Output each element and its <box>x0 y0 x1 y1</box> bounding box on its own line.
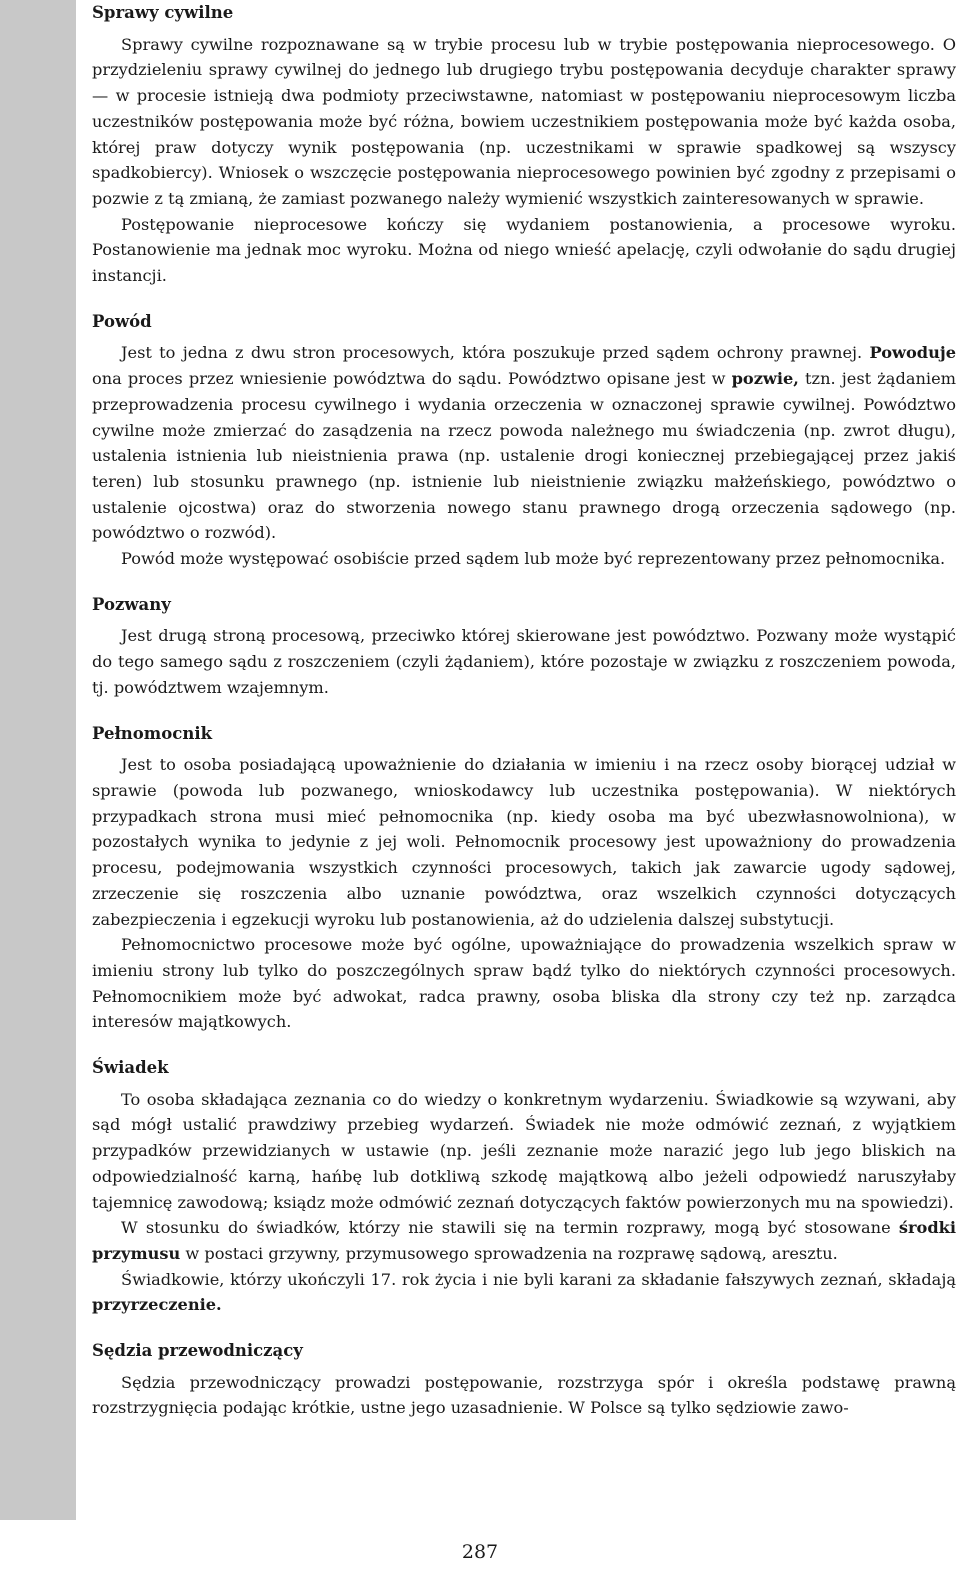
paragraph <box>92 212 956 289</box>
text-run: w postaci grzywny, przymusowego sprowadzenia na rozprawę sądową, aresztu. <box>180 1243 838 1263</box>
margin-bar <box>0 0 76 1520</box>
section-heading: Pozwany <box>92 594 171 614</box>
paragraph <box>92 1267 956 1318</box>
text-run: Sędzia przewodniczący prowadzi postępowanie, rozstrzyga spór i określa podstawę prawną rozstrzygnięcia podając krótkie, ustne jego uzasadnienie. W Polsce są tylko sędziowie zawo- <box>92 1372 956 1418</box>
paragraph <box>92 932 956 1035</box>
paragraph <box>92 340 956 546</box>
section-heading: Powód <box>92 311 152 331</box>
section-pozwany <box>92 592 956 701</box>
paragraph <box>92 1215 956 1266</box>
paragraph <box>92 623 956 700</box>
text-run: Postępowanie nieprocesowe kończy się wydaniem postanowienia, a procesowe wyroku. Postanowienie ma jednak moc wyroku. Można od niego wnieść apelację, czyli odwołanie do sądu drugiej instancji. <box>92 214 956 286</box>
section-powod <box>92 309 956 572</box>
section-sedzia-przewodniczacy <box>92 1338 956 1421</box>
text-run: Jest to jedna z dwu stron procesowych, która poszukuje przed sądem ochrony prawnej. <box>121 343 870 363</box>
text-run: Świadkowie, którzy ukończyli 17. rok życia i nie byli karani za składanie fałszywych zeznań, składają <box>121 1269 956 1289</box>
text-run: Jest to osoba posiadającą upoważnienie do działania w imieniu i na rzecz osoby biorącej udział w sprawie (powoda lub pozwanego, wnioskodawcy lub uczestnika postępowania). W niektórych przypadkach strona musi mieć pełnomocnika (np. kiedy osoba ma być ubezwłasnowolniona), w pozostałych wynika to jedynie z jej woli. Pełnomocnik procesowy jest upoważniony do prowadzenia procesu, podejmowania wszystkich czynności procesowych, takich jak zawarcie ugody sądowej, zrzeczenie się roszczenia albo uznanie powództwa, oraz wszelkich czynności dotyczących zabezpieczenia i egzekucji wyroku lub postanowienia, aż do udzielenia dalszej substytucji. <box>92 755 956 929</box>
text-run: Jest drugą stroną procesową, przeciwko której skierowane jest powództwo. Pozwany może wystąpić do tego samego sądu z roszczeniem (czyli żądaniem), które pozostaje w związku z roszczeniem powoda, tj. powództwem wzajemnym. <box>92 626 956 697</box>
section-heading: Pełnomocnik <box>92 723 213 743</box>
paragraph <box>92 32 956 212</box>
section-heading: Sprawy cywilne <box>92 3 234 22</box>
page-body <box>92 0 956 1441</box>
bold-term: środki przymusu <box>92 1218 956 1263</box>
paragraph <box>92 1370 956 1421</box>
text-run: tzn. jest żądaniem przeprowadzenia procesu cywilnego i wydania orzeczenia w oznaczonej sprawie cywilnej. Powództwo cywilne może zmierzać do zasądzenia na rzecz powoda należnego mu świadczenia (np. zwrot długu), ustalenia istnienia lub nieistnienia prawa (np. ustalenie drogi koniecznej przebiegającej przez jakiś teren) lub stosunku prawnego (np. istnienie lub nieistnienie związku małżeńskiego, powództwo o ustalenie ojcostwa) oraz do stworzenia nowego stanu prawnego drogą orzeczenia sądowego (np. powództwo o rozwód). <box>92 369 956 543</box>
section-swiadek <box>92 1055 956 1318</box>
text-run: Sprawy cywilne rozpoznawane są w trybie procesu lub w trybie postępowania nieprocesowego. O przydzieleniu sprawy cywilnej do jednego lub drugiego trybu postępowania decyduje charakter sprawy — w procesie istnieją dwa podmioty przeciwstawne, natomiast w postępowaniu nieprocesowym liczba uczestników postępowania może być różna, bowiem uczestnikiem postępowania może być każda osoba, której praw dotyczy wynik postępowania (np. uczestnikami w sprawie spadkowej są wszyscy spadkobiercy). Wniosek o wszczęcie postępowania nieprocesowego powinien być zgodny z przepisami o pozwie z tą zmianą, że zamiast pozwanego należy wymienić wszystkich zainteresowanych w sprawie. <box>92 34 956 208</box>
page-number: 287 <box>461 1541 499 1563</box>
section-heading: Świadek <box>92 1058 169 1078</box>
text-run: Powód może występować osobiście przed sądem lub może być reprezentowany przez pełnomocnika. <box>121 549 946 569</box>
paragraph <box>92 1087 956 1216</box>
bold-term: Powoduje <box>869 343 956 363</box>
text-run: Pełnomocnictwo procesowe może być ogólne, upoważniające do prowadzenia wszelkich spraw w imieniu strony lub tylko do poszczególnych spraw bądź tylko do niektórych czynności procesowych. Pełnomocnikiem może być adwokat, radca prawny, osoba bliska dla strony czy też np. zarządca interesów majątkowych. <box>92 935 956 1032</box>
bold-term: przyrzeczenie. <box>92 1295 222 1315</box>
section-heading: Sędzia przewodniczący <box>92 1341 303 1361</box>
text-run: ona proces przez wniesienie powództwa do sądu. Powództwo opisane jest w <box>92 369 732 389</box>
paragraph <box>92 752 956 932</box>
text-run: W stosunku do świadków, którzy nie stawili się na termin rozprawy, mogą być stosowane <box>121 1218 899 1238</box>
section-sprawy-cywilne <box>92 0 956 289</box>
bold-term: pozwie, <box>731 369 799 389</box>
paragraph <box>92 546 956 572</box>
text-run: To osoba składająca zeznania co do wiedzy o konkretnym wydarzeniu. Świadkowie są wzywani, aby sąd mógł ustalić prawdziwy przebieg wydarzeń. Świadek nie może odmówić zeznań, z wyjątkiem przypadków przewidzianych w ustawie (np. jeśli zeznanie może narazić jego lub jego bliskich na odpowiedzialność karną, hańbę lub dotkliwą szkodę majątkową albo jeżeli odpowiedź naruszyłaby tajemnicę zawodową; ksiądz może odmówić zeznań dotyczących faktów powierzonych mu na spowiedzi). <box>92 1089 956 1212</box>
section-pelnomocnik <box>92 721 956 1035</box>
